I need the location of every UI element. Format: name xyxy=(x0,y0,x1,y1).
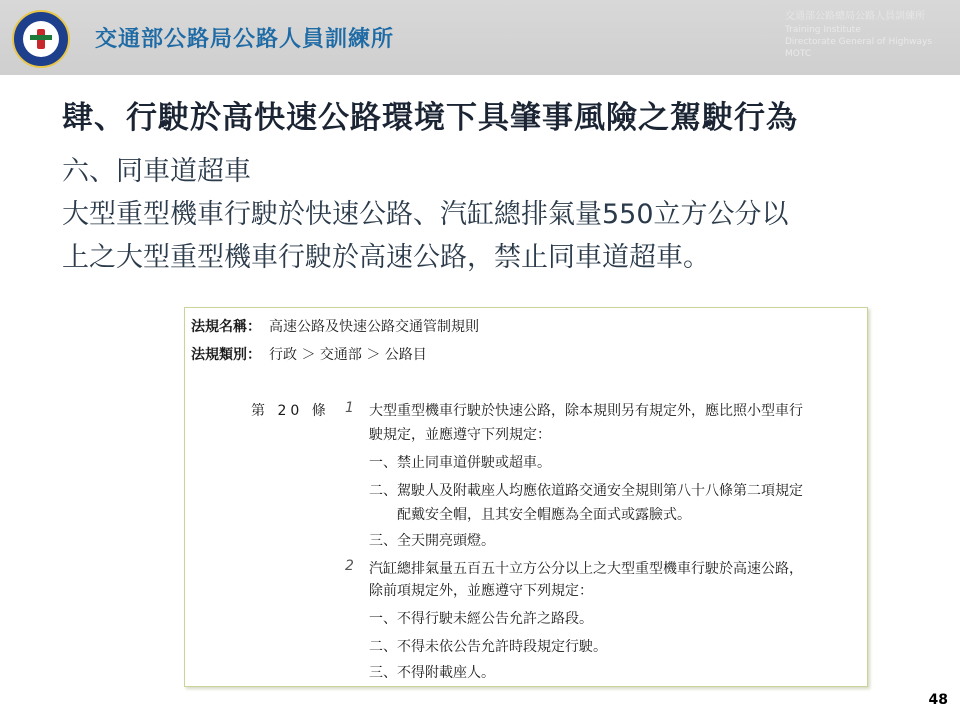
institute-logo xyxy=(12,10,70,68)
organization-name: 交通部公路局公路人員訓練所 xyxy=(95,27,395,52)
watermark-english-1: Training Institute xyxy=(785,25,861,35)
law-category-label: 法規類別： xyxy=(191,347,261,363)
list-item: 一、禁止同車道併駛或超車。 xyxy=(369,455,551,471)
paragraph-line: 汽缸總排氣量五百五十立方公分以上之大型重型機車行駛於高速公路， xyxy=(369,561,803,577)
paragraph-number: 2 xyxy=(345,558,354,574)
slide-header xyxy=(0,0,960,75)
watermark-chinese: 交通部公路總局公路人員訓練所 xyxy=(785,11,925,22)
logo-emblem xyxy=(23,21,59,57)
body-line: 大型重型機車行駛於快速公路、汽缸總排氣量550立方公分以 xyxy=(62,199,789,230)
article-number: 第 20 條 xyxy=(251,403,330,419)
law-category-row xyxy=(191,344,427,364)
body-line: 上之大型重型機車行駛於高速公路，禁止同車道超車。 xyxy=(62,242,710,273)
list-item: 二、不得未依公告允許時段規定行駛。 xyxy=(369,639,607,655)
law-name-label: 法規名稱： xyxy=(191,319,261,335)
paragraph-line: 大型重型機車行駛於快速公路，除本規則另有規定外，應比照小型車行 xyxy=(369,403,803,419)
regulation-excerpt xyxy=(184,307,868,687)
list-item: 一、不得行駛未經公告允許之路段。 xyxy=(369,611,593,627)
watermark-english-3: MOTC xyxy=(785,49,812,59)
list-item: 三、不得附載座人。 xyxy=(369,665,495,681)
law-name-value: 高速公路及快速公路交通管制規則 xyxy=(269,319,479,335)
slide-body xyxy=(62,150,942,279)
paragraph-line: 駛規定，並應遵守下列規定： xyxy=(369,427,551,443)
header-watermark xyxy=(785,10,955,60)
law-category-value: 行政 ＞ 交通部 ＞ 公路目 xyxy=(269,347,427,363)
slide-title: 肆、行駛於高快速公路環境下具肇事風險之駕駛行為 xyxy=(62,100,798,136)
paragraph-line: 除前項規定外，並應遵守下列規定： xyxy=(369,583,593,599)
logo-mark-horizontal xyxy=(30,35,52,40)
page-number: 48 xyxy=(928,692,948,708)
paragraph-number: 1 xyxy=(345,400,354,416)
list-item: 三、全天開亮頭燈。 xyxy=(369,533,495,549)
list-item-continuation: 配戴安全帽，且其安全帽應為全面式或露臉式。 xyxy=(397,507,691,523)
watermark-english-2: Directorate General of Highways xyxy=(785,37,933,47)
body-heading: 六、同車道超車 xyxy=(62,156,251,187)
law-name-row xyxy=(191,316,479,336)
list-item: 二、駕駛人及附載座人均應依道路交通安全規則第八十八條第二項規定 xyxy=(369,483,803,499)
